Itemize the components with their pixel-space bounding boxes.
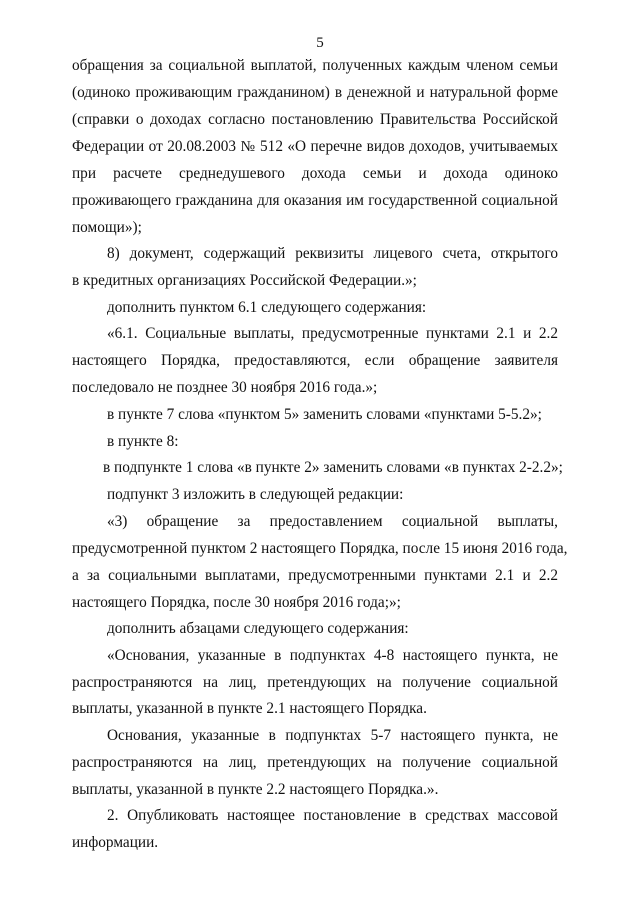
text-line: Основания, указанные в подпунктах 5-7 настоящего пункта, не	[107, 727, 558, 744]
text-line: при расчете среднедушевого дохода семьи и дохода одиноко	[72, 165, 558, 182]
text-line: дополнить пунктом 6.1 следующего содержания:	[107, 299, 427, 316]
text-line: настоящего Порядка, после 30 ноября 2016 года;»;	[72, 594, 401, 611]
text-line: в кредитных организациях Российской Федерации.»;	[72, 272, 417, 289]
text-line: в пункте 8:	[107, 433, 179, 450]
text-line: «Основания, указанные в подпунктах 4-8 настоящего пункта, не	[107, 647, 558, 664]
text-line: 8) документ, содержащий реквизиты лицевого счета, открытого	[107, 245, 558, 262]
text-line: обращения за социальной выплатой, полученных каждым членом семьи	[72, 57, 558, 74]
text-line: (справки о доходах согласно постановлению Правительства Российской	[72, 111, 558, 128]
text-line: подпункт 3 изложить в следующей редакции:	[107, 486, 404, 503]
text-line: распространяются на лиц, претендующих на получение социальной	[72, 674, 558, 691]
text-line: помощи»);	[72, 219, 142, 236]
text-line: распространяются на лиц, претендующих на получение социальной	[72, 754, 558, 771]
text-line: настоящего Порядка, предоставляются, если обращение заявителя	[72, 352, 558, 369]
text-line: в подпункте 1 слова «в пункте 2» заменить словами «в пунктах 2-2.2»;	[103, 459, 563, 476]
text-line: 2. Опубликовать настоящее постановление в средствах массовой	[107, 807, 558, 824]
text-line: выплаты, указанной в пункте 2.2 настоящего Порядка.».	[72, 781, 439, 798]
text-line: дополнить абзацами следующего содержания:	[107, 620, 409, 637]
text-line: выплаты, указанной в пункте 2.1 настоящего Порядка.	[72, 700, 427, 717]
text-line: «6.1. Социальные выплаты, предусмотренные пунктами 2.1 и 2.2	[107, 325, 558, 342]
text-line: последовало не позднее 30 ноября 2016 года.»;	[72, 379, 378, 396]
text-line: Федерации от 20.08.2003 № 512 «О перечне видов доходов, учитываемых	[72, 138, 558, 155]
text-line: (одиноко проживающим гражданином) в денежной и натуральной форме	[72, 84, 558, 101]
page-number: 5	[316, 35, 324, 51]
text-line: в пункте 7 слова «пунктом 5» заменить словами «пунктами 5-5.2»;	[107, 406, 542, 423]
text-line: «3) обращение за предоставлением социальной выплаты,	[107, 513, 558, 530]
text-line: информации.	[72, 834, 159, 851]
text-line: проживающего гражданина для оказания им государственной социальной	[72, 192, 558, 209]
text-line: предусмотренной пунктом 2 настоящего Порядка, после 15 июня 2016 года,	[72, 540, 568, 557]
text-line: а за социальными выплатами, предусмотренными пунктами 2.1 и 2.2	[72, 567, 558, 584]
